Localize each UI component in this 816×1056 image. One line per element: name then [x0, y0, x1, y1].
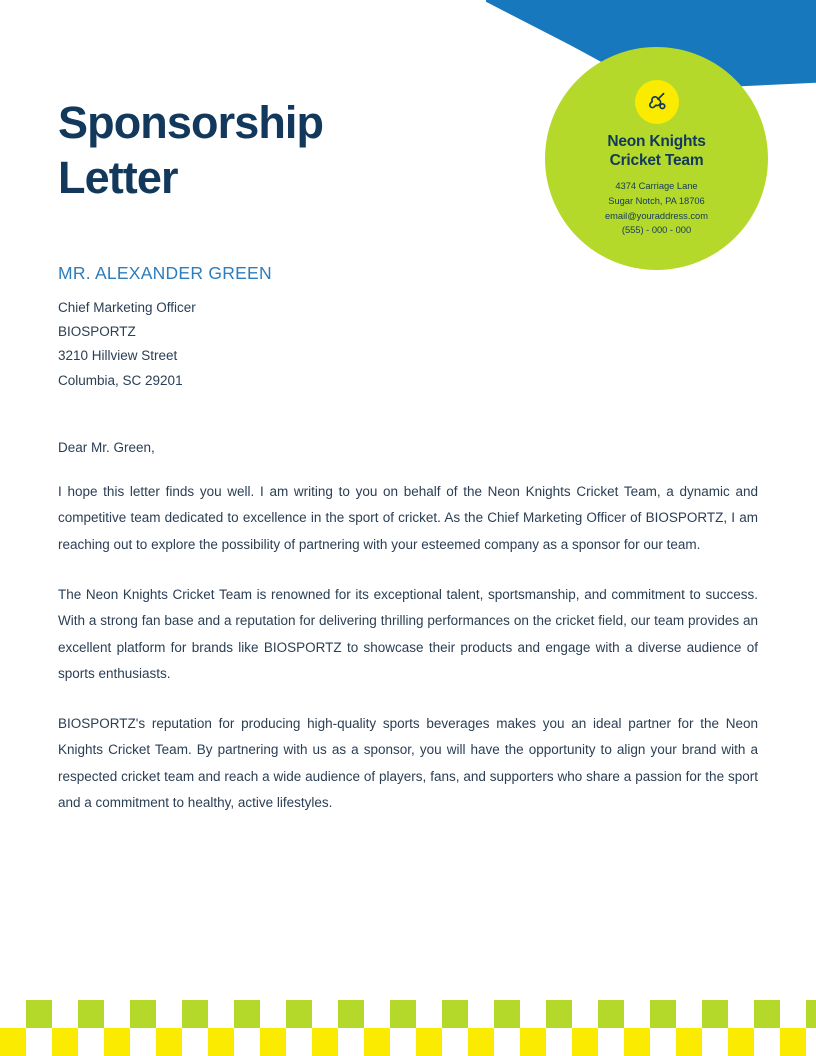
footer-checker-row-yellow	[0, 1028, 816, 1056]
checker-cell-yellow	[676, 1028, 702, 1056]
checker-cell-green	[338, 1000, 364, 1028]
recipient-name: MR. ALEXANDER GREEN	[58, 262, 272, 283]
checker-cell-green	[546, 1000, 572, 1028]
checker-cell-yellow	[624, 1028, 650, 1056]
checker-cell-green	[286, 1000, 312, 1028]
checker-cell-yellow	[364, 1028, 390, 1056]
footer-checker-row-green	[0, 1000, 816, 1028]
checker-cell-yellow	[104, 1028, 130, 1056]
checker-cell-green	[650, 1000, 676, 1028]
checker-cell-green	[598, 1000, 624, 1028]
checker-cell-green	[182, 1000, 208, 1028]
checker-cell-yellow	[728, 1028, 754, 1056]
checker-cell-green	[26, 1000, 52, 1028]
checker-cell-green	[390, 1000, 416, 1028]
body-paragraph: The Neon Knights Cricket Team is renowned for its exceptional talent, sportsmanship, and commitment to success. With a strong fan base and a reputation for delivering thrilling performances on the cricket field, our team provides an excellent platform for brands like BIOSPORTZ to showcase their products and engage with a diverse audience of sports enthusiasts.	[58, 586, 758, 681]
team-phone: (555) - 000 - 000	[621, 225, 692, 236]
team-name-line-2: Cricket Team	[609, 151, 704, 169]
team-name-line-1: Neon Knights	[607, 133, 706, 150]
checker-cell-yellow	[572, 1028, 598, 1056]
page-title	[58, 96, 478, 206]
checker-cell-yellow	[468, 1028, 494, 1056]
checker-cell-green	[78, 1000, 104, 1028]
body-paragraph: I hope this letter finds you well. I am writing to you on behalf of the Neon Knights Cricket Team, a dynamic and competitive team dedicated to excellence in the sport of cricket. As the Chief Marketing Officer of BIOSPORTZ, I am reaching out to explore the possibility of partnering with your esteemed company as a sponsor for our team.	[58, 483, 758, 552]
page-title-line-2: Letter	[58, 151, 178, 203]
recipient-title: Chief Marketing Officer	[58, 299, 196, 315]
checker-cell-yellow	[416, 1028, 442, 1056]
salutation: Dear Mr. Green,	[58, 439, 155, 455]
recipient-company: BIOSPORTZ	[58, 324, 136, 340]
checker-cell-yellow	[156, 1028, 182, 1056]
checker-cell-yellow	[52, 1028, 78, 1056]
checker-cell-green	[234, 1000, 260, 1028]
checker-cell-yellow	[780, 1028, 806, 1056]
page-title-line-1: Sponsorship	[58, 97, 324, 148]
checker-cell-green	[494, 1000, 520, 1028]
team-address-line-1: 4374 Carriage Lane	[615, 180, 698, 191]
checker-cell-green	[442, 1000, 468, 1028]
team-email: email@youraddress.com	[605, 210, 708, 221]
letter-content	[58, 96, 758, 816]
checker-cell-green	[806, 1000, 816, 1028]
checker-cell-yellow	[208, 1028, 234, 1056]
recipient-block	[58, 263, 758, 393]
body-paragraph: BIOSPORTZ's reputation for producing high-quality sports beverages makes you an ideal partner for the Neon Knights Cricket Team. By partnering with us as a sponsor, you will have the opportunity to align your brand with a respected cricket team and reach a wide audience of players, fans, and supporters who share a passion for the sport and a commitment to healthy, active lifestyles.	[58, 716, 758, 811]
checker-cell-green	[754, 1000, 780, 1028]
recipient-city-state-zip: Columbia, SC 29201	[58, 372, 183, 388]
checker-cell-yellow	[312, 1028, 338, 1056]
checker-cell-yellow	[0, 1028, 26, 1056]
team-address-line-2: Sugar Notch, PA 18706	[608, 195, 705, 206]
footer-checkerboard	[0, 1000, 816, 1056]
checker-cell-yellow	[260, 1028, 286, 1056]
checker-cell-yellow	[520, 1028, 546, 1056]
recipient-street: 3210 Hillview Street	[58, 348, 178, 364]
checker-cell-green	[702, 1000, 728, 1028]
checker-cell-green	[130, 1000, 156, 1028]
